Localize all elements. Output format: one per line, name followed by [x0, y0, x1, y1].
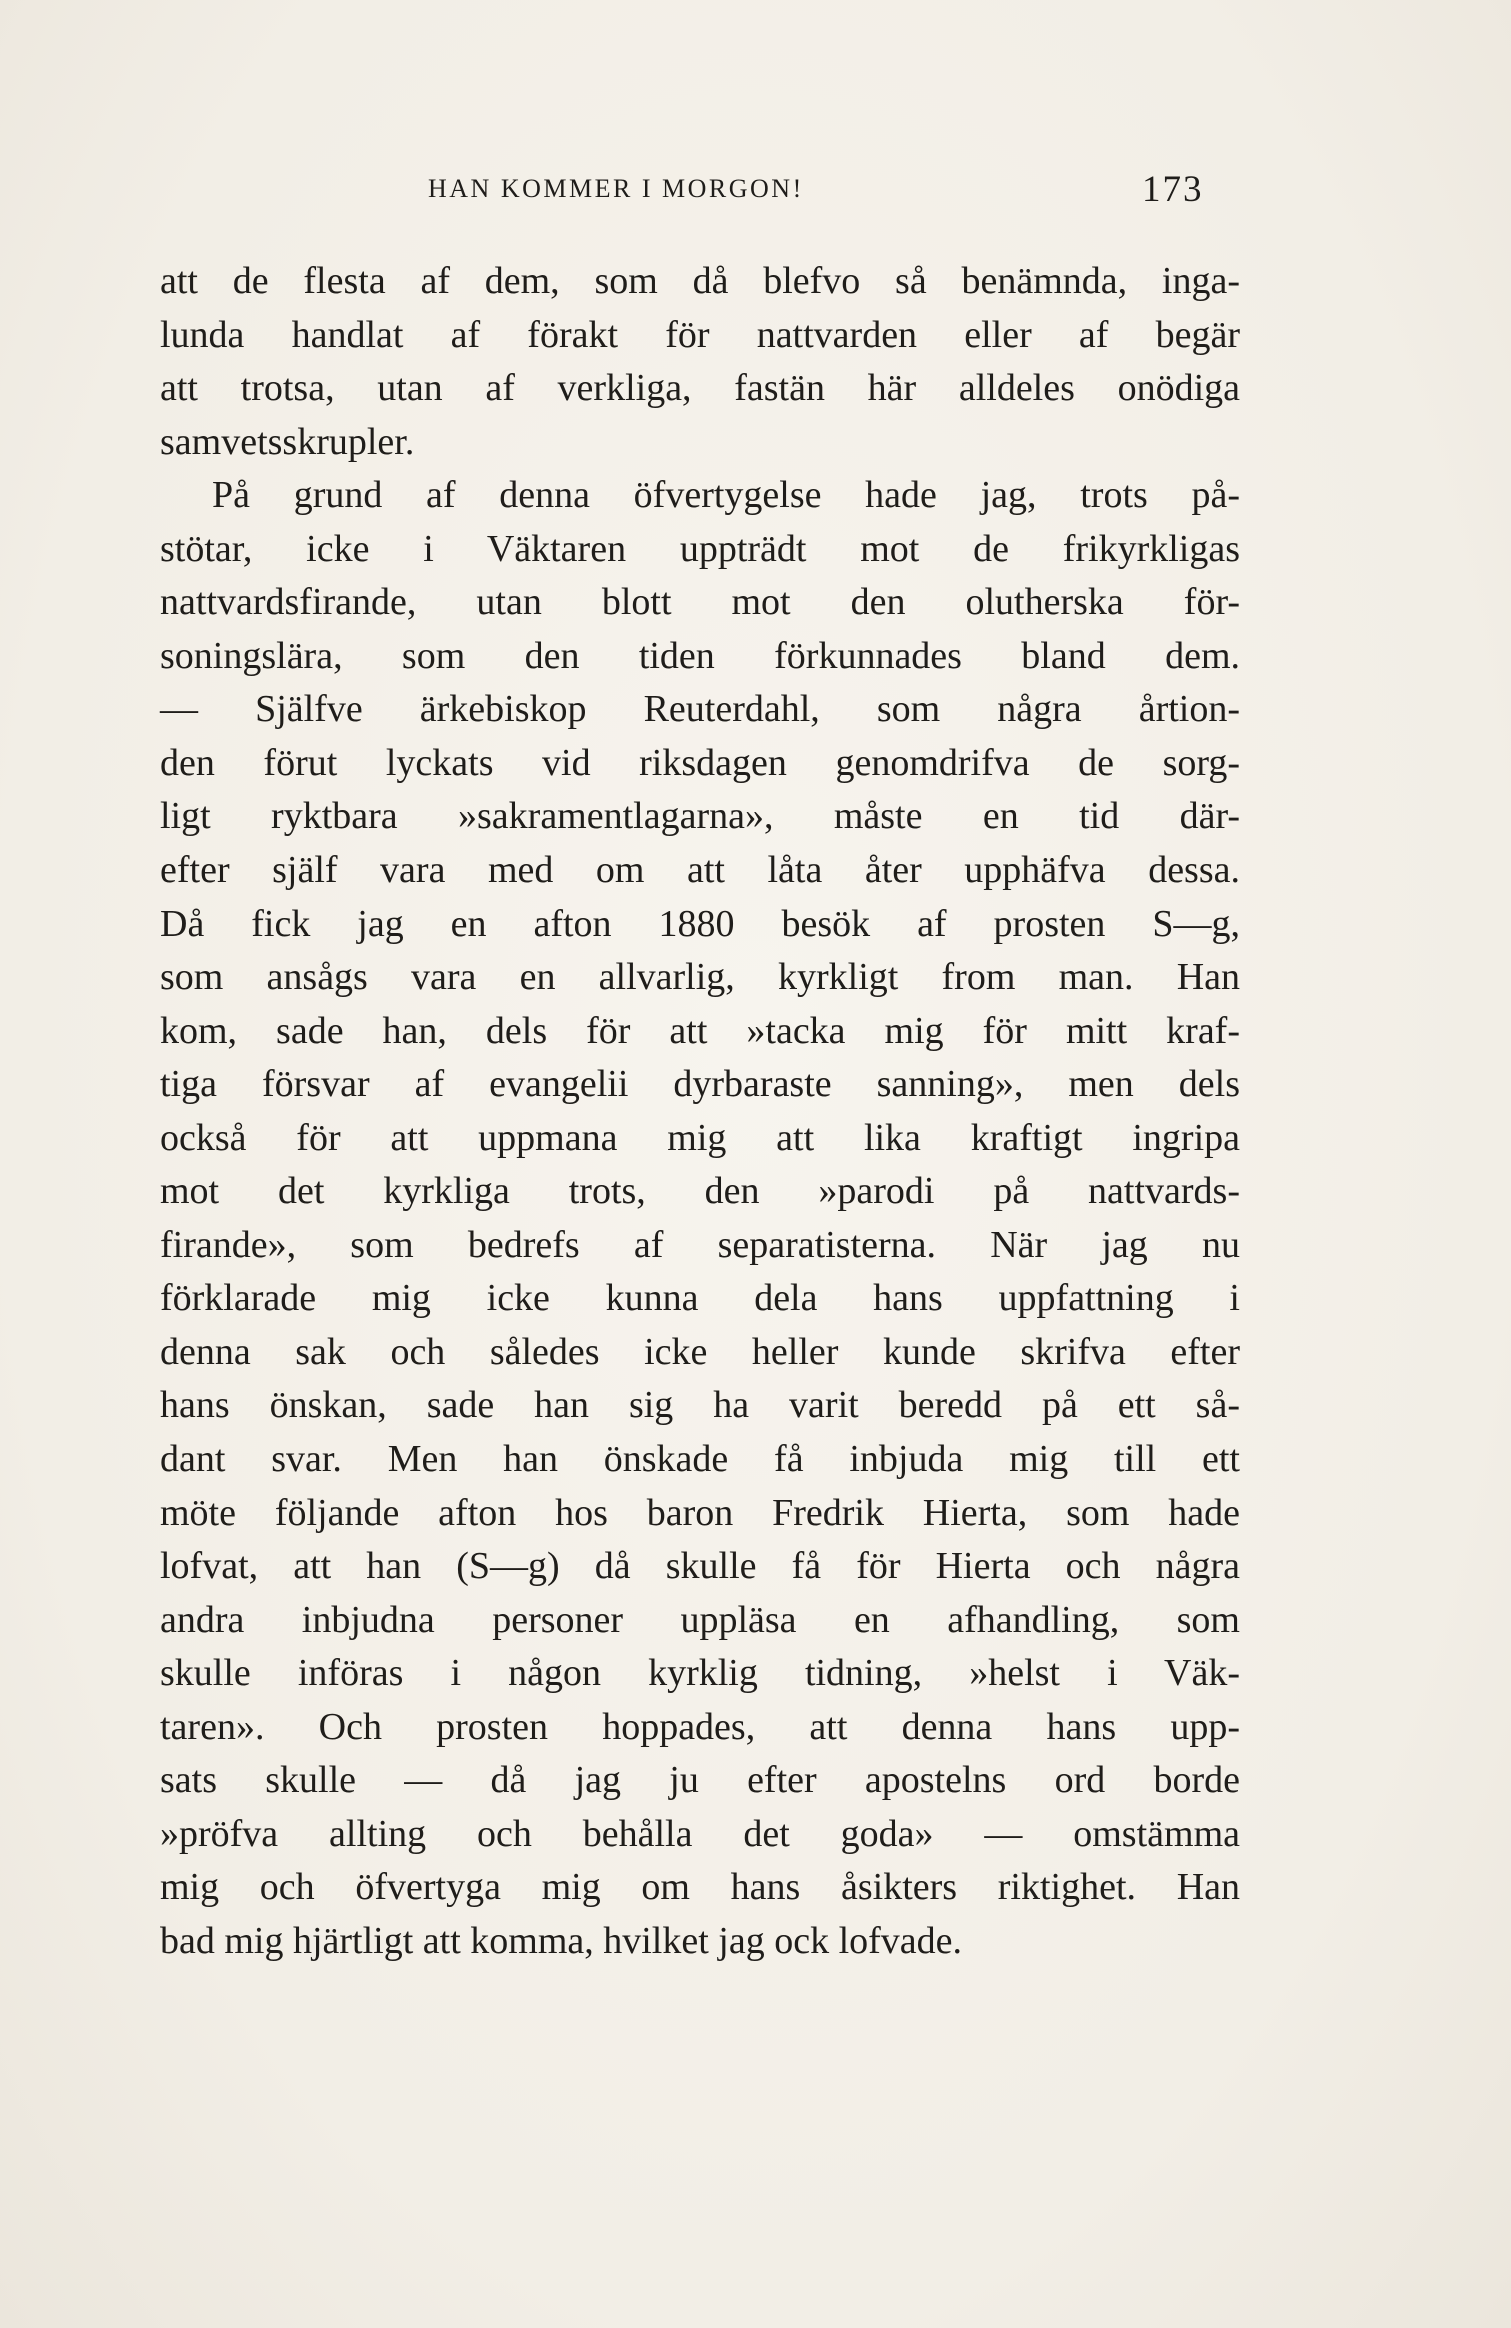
- text-line: nattvardsfirande, utan blott mot den olutherska för-: [160, 581, 1240, 624]
- text-line: dant svar. Men han önskade få inbjuda mig till ett: [160, 1438, 1240, 1481]
- text-line: samvetsskrupler.: [160, 420, 415, 463]
- text-line: tiga försvar af evangelii dyrbaraste sanning», men dels: [160, 1063, 1240, 1106]
- text-line: att trotsa, utan af verkliga, fastän här alldeles onödiga: [160, 367, 1240, 410]
- text-line: den förut lyckats vid riksdagen genomdrifva de sorg-: [160, 741, 1240, 784]
- text-line: lofvat, att han (S—g) då skulle få för Hierta och några: [160, 1545, 1240, 1588]
- text-line: stötar, icke i Väktaren uppträdt mot de frikyrkligas: [160, 527, 1240, 570]
- running-head-title: HAN KOMMER I MORGON!: [428, 174, 804, 203]
- text-line: skulle införas i någon kyrklig tidning, »helst i Väk-: [160, 1652, 1240, 1695]
- text-line: sats skulle — då jag ju efter apostelns ord borde: [160, 1759, 1240, 1802]
- text-line: »pröfva allting och behålla det goda» — omstämma: [160, 1812, 1240, 1855]
- text-line: ligt ryktbara »sakramentlagarna», måste en tid där-: [160, 795, 1240, 838]
- text-line: — Själfve ärkebiskop Reuterdahl, som några årtion-: [160, 688, 1240, 731]
- text-line: På grund af denna öfvertygelse hade jag, trots på-: [212, 474, 1240, 517]
- text-line: bad mig hjärtligt att komma, hvilket jag ock lofvade.: [160, 1919, 963, 1962]
- text-line: lunda handlat af förakt för nattvarden eller af begär: [160, 313, 1240, 356]
- text-line: efter själf vara med om att låta åter upphäfva dessa.: [160, 849, 1240, 892]
- text-line: möte följande afton hos baron Fredrik Hierta, som hade: [160, 1491, 1240, 1534]
- text-line: hans önskan, sade han sig ha varit beredd på ett så-: [160, 1384, 1240, 1427]
- text-line: denna sak och således icke heller kunde skrifva efter: [160, 1330, 1240, 1373]
- text-line: som ansågs vara en allvarlig, kyrkligt from man. Han: [160, 956, 1240, 999]
- page-number: 173: [1142, 169, 1204, 210]
- text-line: att de flesta af dem, som då blefvo så benämnda, inga-: [160, 260, 1240, 302]
- text-line: firande», som bedrefs af separatisterna. När jag nu: [160, 1223, 1240, 1266]
- text-line: soningslära, som den tiden förkunnades bland dem.: [160, 634, 1240, 677]
- text-line: också för att uppmana mig att lika kraftigt ingripa: [160, 1116, 1240, 1159]
- body-text: [160, 255, 1240, 1969]
- text-line: mig och öfvertyga mig om hans åsikters riktighet. Han: [160, 1866, 1240, 1909]
- text-line: kom, sade han, dels för att »tacka mig för mitt kraf-: [160, 1009, 1240, 1052]
- text-line: förklarade mig icke kunna dela hans uppfattning i: [160, 1277, 1240, 1320]
- text-line: andra inbjudna personer uppläsa en afhandling, som: [160, 1598, 1240, 1641]
- text-line: mot det kyrkliga trots, den »parodi på nattvards-: [160, 1170, 1240, 1213]
- text-line: Då fick jag en afton 1880 besök af prosten S—g,: [160, 902, 1240, 945]
- running-head: [428, 172, 804, 205]
- text-line: taren». Och prosten hoppades, att denna hans upp-: [160, 1705, 1240, 1748]
